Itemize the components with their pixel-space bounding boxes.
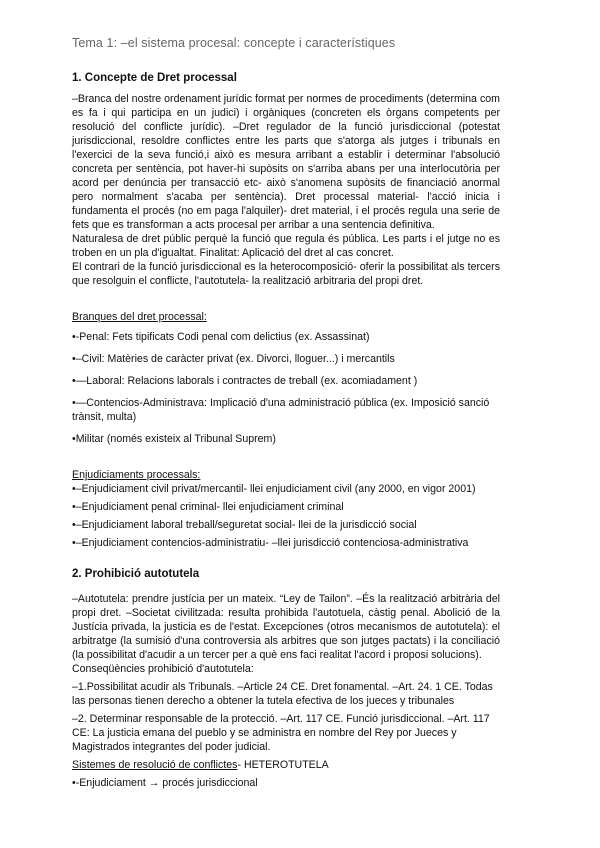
branches-heading: Branques del dret processal: — [72, 311, 207, 323]
branch-item-contencios: •—Contencios-Administrava: Implicació d'una administració pública (ex. Imposició sanció trànsit, multa) — [72, 397, 490, 423]
proceeding-item-penal: •–Enjudiciament penal criminal- llei enjudiciament criminal — [72, 501, 344, 513]
branch-item-civil: •–Civil: Matèries de caràcter privat (ex. Divorci, lloguer...) i mercantils — [72, 353, 395, 365]
consequences-label: Conseqüències prohibició d'autotutela: — [72, 663, 254, 675]
document-page — [72, 36, 500, 790]
section-1-paragraph-3: El contrari de la funció jurisdiccional es la heterocomposició- oferir la possibilitat als tercers que resolguin el conflicte, l'autotutela- la realització arbitraria del propi dret. — [72, 261, 500, 287]
section-2-paragraph: –Autotutela: prendre justícia per un mateix. “Ley de Tailon”. –És la realització arbitrària del propi dret. –Societat civilitzada: resulta prohibida l'autotuela, càstig penal. Abolició de la Justícia privada, la justicia es de l'estat. Excepciones (otros mecanismos de autotutela): el arbitratge (la sumisió d'una controversia als arbitres que son jutges pactats) i la conciliació (la possibilitat d'acudir a un tercer per a què ens faci realitat l'acord i proposi solucions). — [72, 593, 500, 661]
systems-line — [72, 758, 500, 772]
proceeding-item-laboral: •–Enjudiciament laboral treball/seguretat social- llei de la jurisdicció social — [72, 519, 417, 531]
section-2-heading: 2. Prohibició autotutela — [72, 568, 200, 580]
section-1-paragraph-1: –Branca del nostre ordenament jurídic format per normes de procediments (determina com es fa i qui participa en un judici) i orgàniques (concreten els òrgans competents per resolució del conflicte jurídic). –Dret regulador de la funció jurisdiccional (potestat jurisdiccional, resoldre conflictes entre les parts que s'atorga als jutges i tribunals en l'exercici de la seva funció,i això es mesura arribant a establir i determinar l'absolució concreta per sentència, pot haver-hi supòsits on s'arriba abans per una interlocutòria per acord per denúncia per transacció etc- això s'anomena supòsits de financiació anormal pero normalment s'acaba per sentència). Dret processal material- l'acció inicia i fundamenta el procés (no em paga l'alquiler)- dret material, i el procés regula una serie de fets que es transforman a acts procesal per arribar a una sentencia definitiva. — [72, 93, 500, 231]
branch-item-laboral: •—Laboral: Relacions laborals i contractes de treball (ex. acomiadament ) — [72, 375, 418, 387]
section-1-heading: 1. Concepte de Dret processal — [72, 72, 237, 84]
consequence-1: –1.Possibilitat acudir als Tribunals. –Article 24 CE. Dret fonamental. –Art. 24. 1 CE. Todas las personas tienen derecho a obtener la tutela efectiva de los jueces y tribunales — [72, 681, 493, 707]
proceeding-item-civil: •–Enjudiciament civil privat/mercantil- llei enjudiciament civil (any 2000, en vigor 2001) — [72, 483, 476, 495]
section-1-paragraph-2: Naturalesa de dret públic perquè la funció que regula és pública. Les parts i el jutge no es troben en un pla d'igualtat. Finalitat: Aplicació del dret al cas concret. — [72, 233, 500, 259]
proceeding-item-contencios: •–Enjudiciament contencios-administratiu- –llei jurisdicció contenciosa-administrativa — [72, 537, 469, 549]
document-title: Tema 1: –el sistema procesal: concepte i característiques — [72, 36, 396, 50]
proceedings-heading: Enjudiciaments processals: — [72, 469, 201, 481]
branch-item-militar: •Militar (només existeix al Tribunal Suprem) — [72, 433, 276, 445]
systems-item: •-Enjudiciament → procés jurisdiccional — [72, 777, 258, 789]
branch-item-penal: •-Penal: Fets tipificats Codi penal com delictius (ex. Assassinat) — [72, 331, 370, 343]
systems-suffix: - HETEROTUTELA — [237, 759, 329, 771]
systems-label: Sistemes de resolució de conflictes — [72, 759, 238, 771]
consequence-2: –2. Determinar responsable de la protecció. –Art. 117 CE. Funció jurisdiccional. –Art. 117 CE: La justicia emana del pueblo y se administra en nombre del Rey por Jueces y Magistrados integrantes del poder judicial. — [72, 713, 490, 753]
